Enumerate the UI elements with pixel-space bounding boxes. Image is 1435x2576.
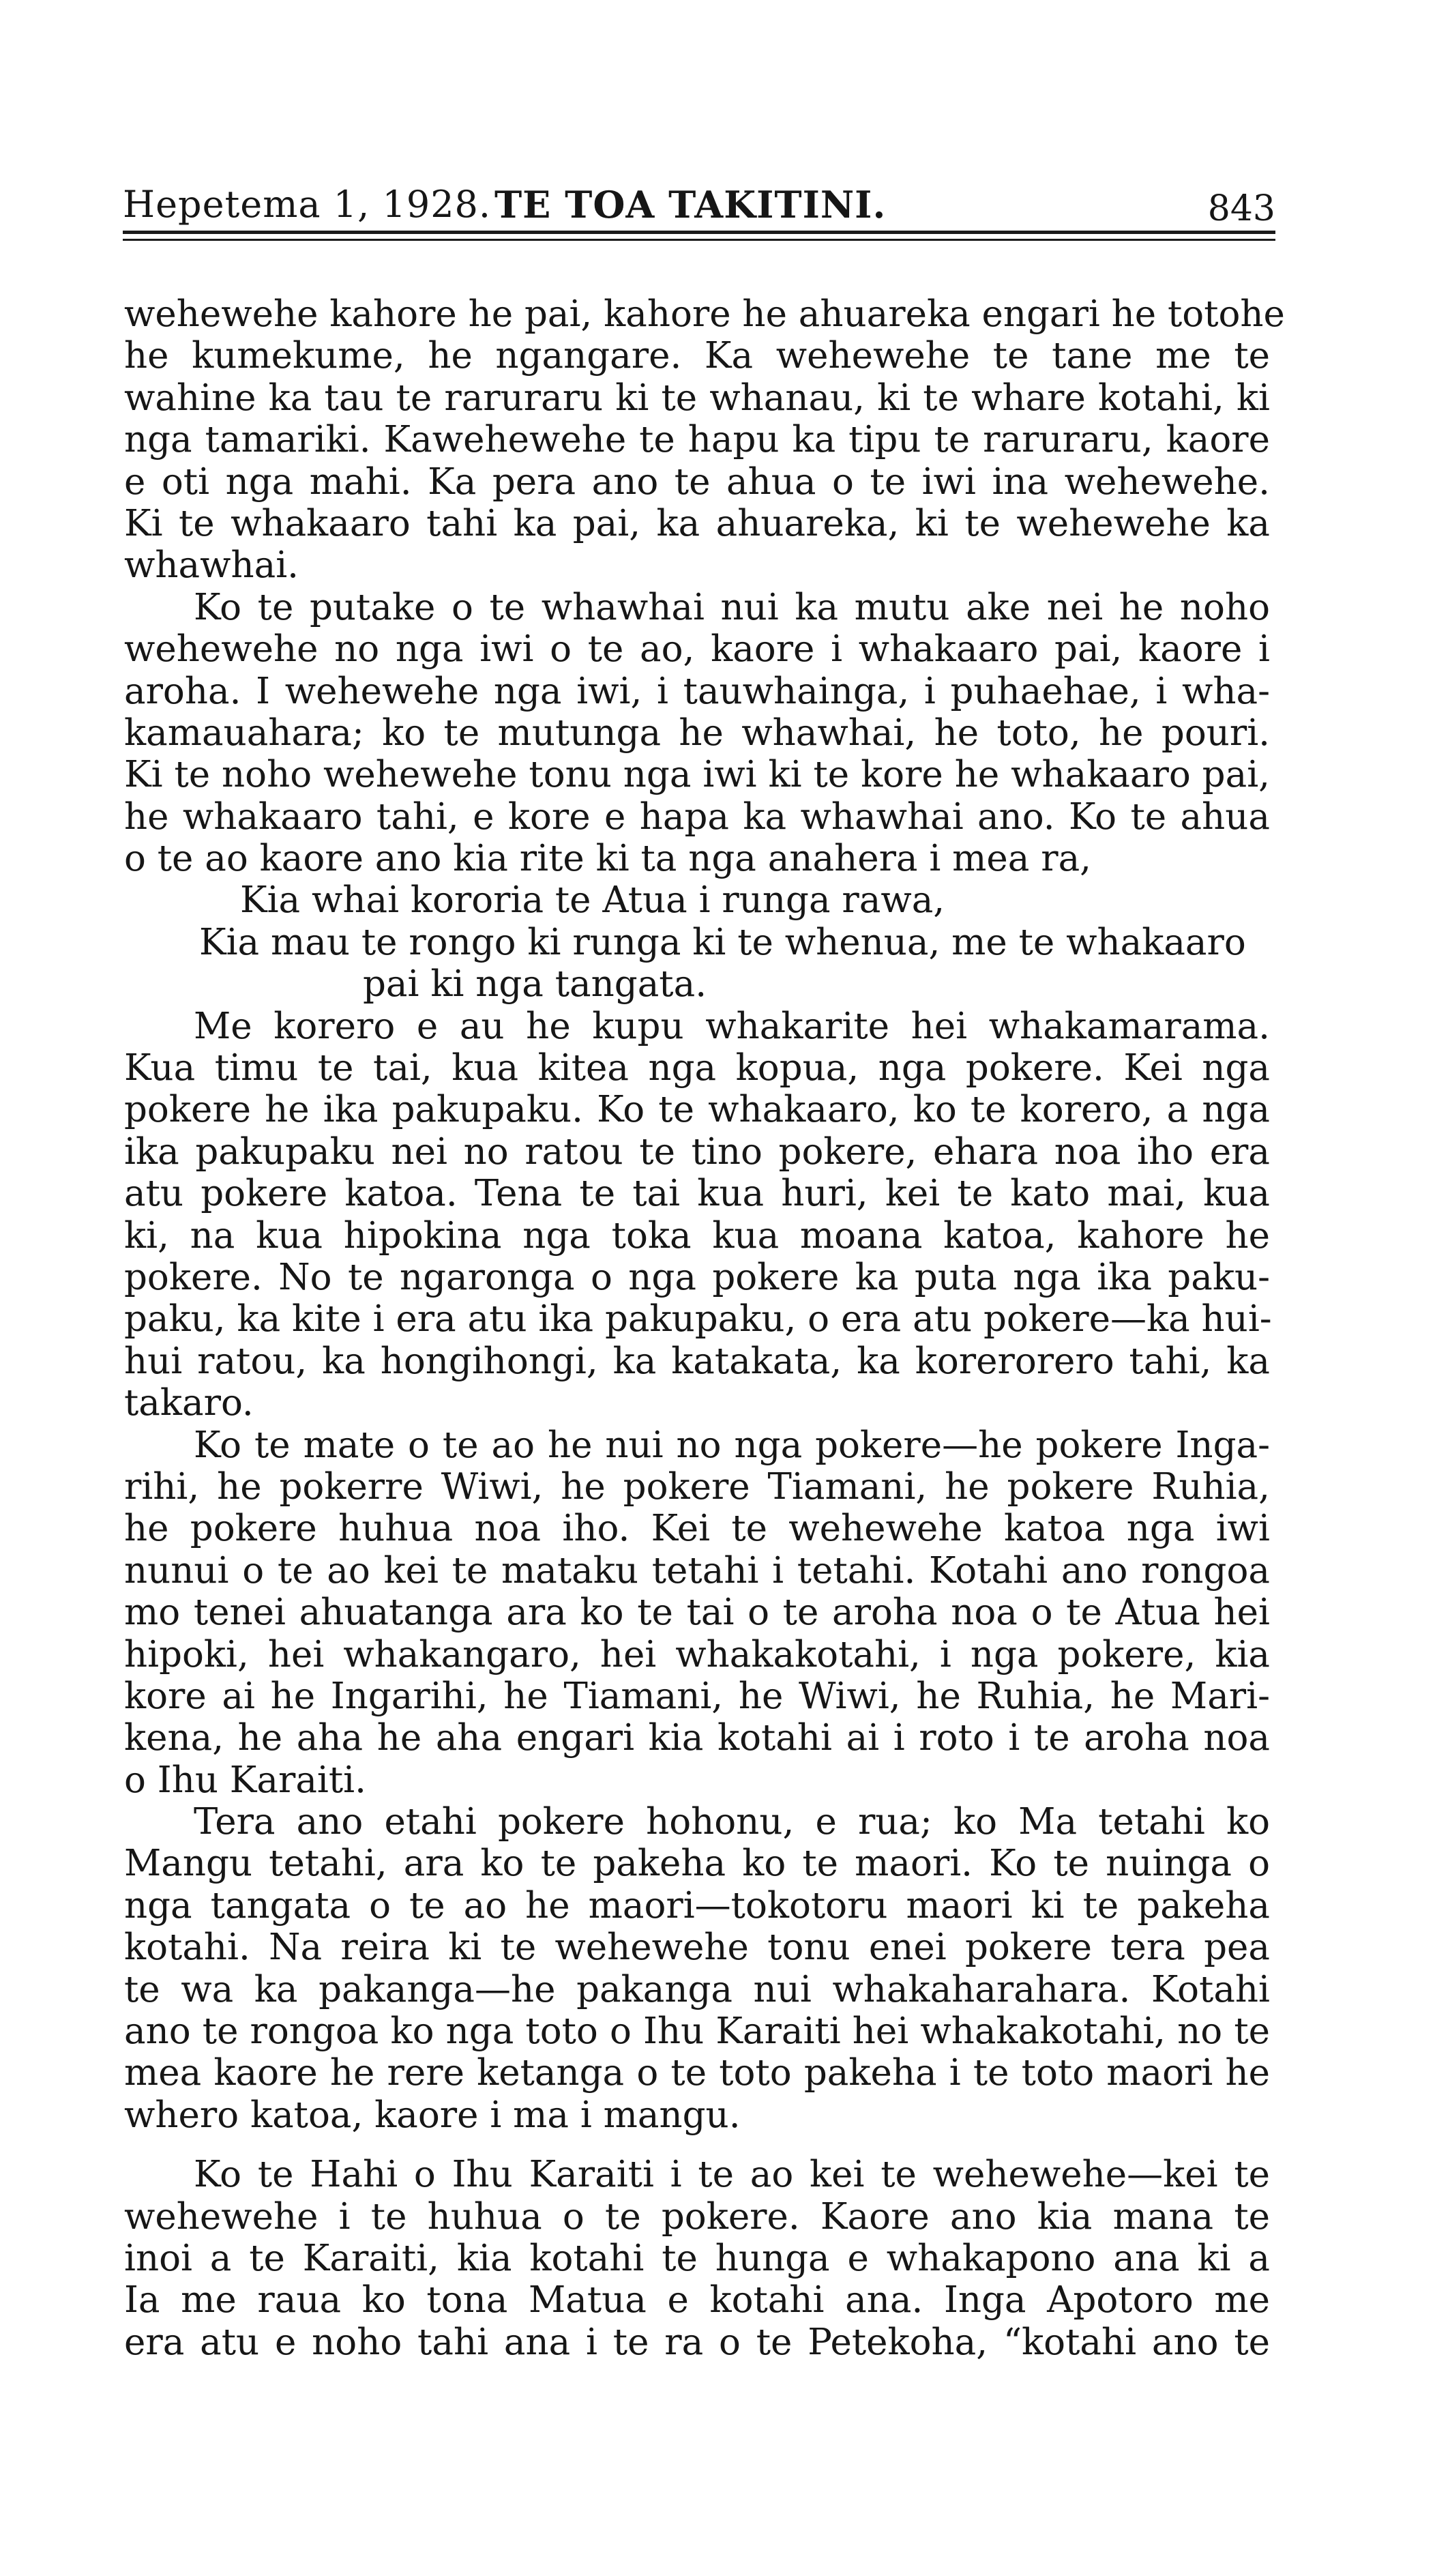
text-line: paku, ka kite i era atu ika pakupaku, o era atu pokere—ka hui- [124,1298,1272,1341]
text-line: rihi, he pokerre Wiwi, he pokere Tiamani, he pokere Ruhia, [124,1465,1270,1508]
text-line: era atu e noho tahi ana i te ra o te Petekoha, “kotahi ano te [124,2321,1270,2363]
verse-line: Kia mau te rongo ki runga ki te whenua, me te whakaaro [199,921,1246,963]
text-line: wehewehe no nga iwi o te ao, kaore i whakaaro pai, kaore i [124,628,1270,671]
text-line: ano te rongoa ko nga toto o Ihu Karaiti hei whakakotahi, no te [124,2010,1270,2053]
text-line: pokere. No te ngaronga o nga pokere ka puta nga ika paku- [124,1256,1270,1298]
verse-line: Kia whai kororia te Atua i runga rawa, [240,879,945,922]
text-line: Mangu tetahi, ara ko te pakeha ko te maori. Ko te nuinga o [124,1843,1270,1885]
paragraph-gap [124,2136,1270,2154]
text-line: nga tangata o te ao he maori—tokotoru maori ki te pakeha [124,1884,1270,1927]
text-line: kamauahara; ko te mutunga he whawhai, he toto, he pouri. [124,712,1270,754]
text-line: Kua timu te tai, kua kitea nga kopua, nga pokere. Kei nga [124,1047,1270,1089]
text-line: hui ratou, ka hongihongi, ka katakata, ka korerorero tahi, ka [124,1340,1270,1382]
text-line: mo tenei ahuatanga ara ko te tai o te aroha noa o te Atua hei [124,1592,1270,1634]
verse-line: pai ki nga tangata. [363,963,707,1006]
text-line: nunui o te ao kei te mataku tetahi i tetahi. Kotahi ano rongoa [124,1549,1270,1592]
text-line: mea kaore he rere ketanga o te toto pakeha i te toto maori he [124,2052,1270,2094]
text-line: o Ihu Karaiti. [124,1759,366,1801]
text-line: whawhai. [124,544,299,587]
text-line: Ko te mate o te ao he nui no nga pokere—he pokere Inga- [194,1424,1270,1466]
text-line: e oti nga mahi. Ka pera ano te ahua o te iwi ina wehewehe. [124,460,1270,503]
text-line: te wa ka pakanga—he pakanga nui whakaharahara. Kotahi [124,1968,1270,2010]
text-line: ki, na kua hipokina nga toka kua moana katoa, kahore he [124,1214,1270,1257]
text-line: Me korero e au he kupu whakarite hei whakamarama. [194,1005,1270,1047]
text-line: nga tamariki. Kawehewehe te hapu ka tipu te raruraru, kaore [124,419,1270,461]
text-line: he pokere huhua noa iho. Kei te wehewehe katoa nga iwi [124,1508,1270,1550]
text-line: Ia me raua ko tona Matua e kotahi ana. Inga Apotoro me [124,2279,1270,2322]
header-date: Hepetema 1, 1928. [123,183,492,226]
text-line: he whakaaro tahi, e kore e hapa ka whawhai ano. Ko te ahua [124,795,1270,838]
text-line: atu pokere katoa. Tena te tai kua huri, kei te kato mai, kua [124,1173,1270,1215]
text-line: hipoki, hei whakangaro, hei whakakotahi, i nga pokere, kia [124,1633,1270,1675]
text-line: ika pakupaku nei no ratou te tino pokere, ehara noa iho era [124,1130,1270,1173]
page-number: 843 [1207,188,1275,229]
text-line: takaro. [124,1382,254,1424]
text-line: Ki te noho wehewehe tonu nga iwi ki te kore he whakaaro pai, [124,754,1270,796]
header-rule-thin [123,239,1275,241]
body-text [124,293,1285,2363]
text-line: wahine ka tau te raruraru ki te whanau, ki te whare kotahi, ki [124,377,1270,419]
text-line: aroha. I wehewehe nga iwi, i tauwhainga, i puhaehae, i wha- [124,670,1270,712]
text-line: kena, he aha he aha engari kia kotahi ai i roto i te aroha noa [124,1717,1270,1759]
header-title: TE TOA TAKITINI. [494,183,887,226]
text-line: he kumekume, he ngangare. Ka wehewehe te tane me te [124,335,1270,377]
text-line: wehewehe i te huhua o te pokere. Kaore ano kia mana te [124,2195,1270,2238]
text-line: pokere he ika pakupaku. Ko te whakaaro, ko te korero, a nga [124,1089,1270,1131]
text-line: inoi a te Karaiti, kia kotahi te hunga e whakapono ana ki a [124,2237,1270,2279]
header-rule-thick [123,231,1275,234]
text-line: Ko te putake o te whawhai nui ka mutu ake nei he noho [194,586,1270,628]
text-line: kore ai he Ingarihi, he Tiamani, he Wiwi, he Ruhia, he Mari- [124,1675,1270,1717]
text-line: Ki te whakaaro tahi ka pai, ka ahuareka, ki te wehewehe ka [124,502,1270,544]
text-line: wehewehe kahore he pai, kahore he ahuareka engari he totohe [124,293,1285,335]
text-line: kotahi. Na reira ki te wehewehe tonu enei pokere tera pea [124,1927,1270,1969]
running-header [123,179,1275,233]
text-line: o te ao kaore ano kia rite ki ta nga anahera i mea ra, [124,838,1092,880]
text-line: Ko te Hahi o Ihu Karaiti i te ao kei te wehewehe—kei te [194,2154,1270,2196]
text-line: Tera ano etahi pokere hohonu, e rua; ko Ma tetahi ko [194,1801,1270,1843]
text-line: whero katoa, kaore i ma i mangu. [124,2094,741,2136]
